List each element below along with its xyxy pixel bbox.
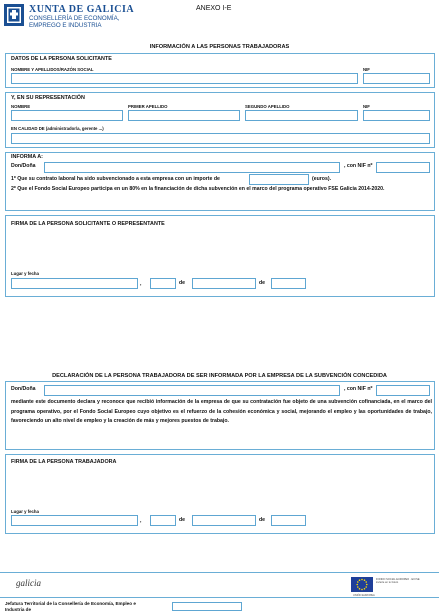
declaracion-con-nif-label: , con NIF nº xyxy=(344,386,373,392)
declaracion-don-field[interactable] xyxy=(44,385,340,396)
solicitante-nif-label: NIF xyxy=(363,67,370,72)
dia-field-2[interactable] xyxy=(150,515,176,526)
informa-don-label: Don/Doña xyxy=(11,163,36,169)
declaracion-don-label: Don/Doña xyxy=(11,386,36,392)
xunta-shield-icon xyxy=(4,4,24,26)
anio-field-2[interactable] xyxy=(271,515,306,526)
declaracion-section xyxy=(5,381,435,450)
solicitante-nif-field[interactable] xyxy=(363,73,430,84)
jefatura-field[interactable] xyxy=(172,602,242,611)
document-title: INFORMACIÓN A LAS PERSONAS TRABAJADORAS xyxy=(149,44,290,50)
representante-nif-field[interactable] xyxy=(363,110,430,121)
representacion-title: Y, EN SU REPRESENTACIÓN xyxy=(11,95,85,101)
nombre-field[interactable] xyxy=(11,110,123,121)
informa-euros-label: (euros). xyxy=(312,176,332,182)
informa-con-nif-label: , con NIF nº xyxy=(344,163,373,169)
solicitante-name-label: NOMBRE Y APELLIDOS/RAZÓN SOCIAL xyxy=(11,67,94,72)
xunta-logo-title: XUNTA DE GALICIA xyxy=(29,4,135,15)
footer-divider xyxy=(0,572,439,573)
eu-flag-icon xyxy=(351,577,373,592)
jefatura-line-1: Jefatura Territorial de la Consellería de Economía, Empleo e xyxy=(5,601,136,606)
de-label-2b: de xyxy=(259,517,266,523)
lugar-fecha-label-1: Lugar y fecha xyxy=(11,271,39,276)
segundo-apellido-field[interactable] xyxy=(245,110,358,121)
informa-nif-field[interactable] xyxy=(376,162,430,173)
lugar-comma-1: , xyxy=(140,281,142,287)
de-label-2a: de xyxy=(179,517,186,523)
dia-field-1[interactable] xyxy=(150,278,176,289)
fse-text: FONDO SOCIAL EUROPEO · El FSE invierte en tu futuro xyxy=(376,578,420,585)
footer-divider-2 xyxy=(0,597,439,598)
anio-field-1[interactable] xyxy=(271,278,306,289)
informa-section xyxy=(5,152,435,211)
solicitante-name-field[interactable] xyxy=(11,73,358,84)
calidad-label: EN CALIDAD DE (administrador/a, gerente ...) xyxy=(11,126,104,131)
primer-apellido-field[interactable] xyxy=(128,110,240,121)
anexo-label: ANEXO I-E xyxy=(196,5,232,12)
eu-label: UNIÓN EUROPEA xyxy=(353,594,375,597)
logo-sub-line-2: EMPREGO E INDUSTRIA xyxy=(29,22,102,29)
xunta-logo-subtitle xyxy=(29,15,119,29)
importe-field[interactable] xyxy=(249,174,309,185)
firma-solicitante-title: FIRMA DE LA PERSONA SOLICITANTE O REPRESENTANTE xyxy=(11,221,165,227)
segundo-apellido-label: SEGUNDO APELLIDO xyxy=(245,104,290,109)
de-label-1a: de xyxy=(179,280,186,286)
mes-field-2[interactable] xyxy=(192,515,256,526)
jefatura-line-2: Industria de xyxy=(5,606,32,612)
lugar-field-2[interactable] xyxy=(11,515,138,526)
solicitante-title: DATOS DE LA PERSONA SOLICITANTE xyxy=(11,56,112,62)
informa-don-field[interactable] xyxy=(44,162,340,173)
informa-title: INFORMA A: xyxy=(11,154,43,160)
lugar-comma-2: , xyxy=(140,518,142,524)
representante-nif-label: NIF xyxy=(363,104,370,109)
representacion-section xyxy=(5,92,435,148)
firma-trabajadora-section xyxy=(5,454,435,534)
nombre-label: NOMBRE xyxy=(11,104,31,109)
declaracion-title: DECLARACIÓN DE LA PERSONA TRABAJADORA DE SER INFORMADA POR LA EMPRESA DE LA SUBVENCIÓN CONCEDIDA xyxy=(52,373,387,379)
firma-solicitante-section xyxy=(5,215,435,297)
declaracion-nif-field[interactable] xyxy=(376,385,430,396)
solicitante-section xyxy=(5,53,435,88)
calidad-field[interactable] xyxy=(11,133,430,144)
logo-sub-line-1: CONSELLERÍA DE ECONOMÍA, xyxy=(29,15,120,22)
informa-line-2: 2º Que el Fondo Social Europeo participa en un 80% en la financiación de dicha subvención en el marco del programa operativo FSE Galicia 2014-2020. xyxy=(11,186,385,192)
lugar-fecha-label-2: Lugar y fecha xyxy=(11,509,39,514)
galicia-logo: galicia xyxy=(16,578,41,588)
mes-field-1[interactable] xyxy=(192,278,256,289)
primer-apellido-label: PRIMER APELLIDO xyxy=(128,104,168,109)
de-label-1b: de xyxy=(259,280,266,286)
declaracion-body: mediante este documento declara y reconoce que recibió información de la empresa de que su contratación fue objeto de una subvención cofinanciada, en el marco del programa operativo, por el Fondo Social Europeo cuyo objetivo es el refuerzo de la cohesión económica y social, mejorando el empleo y las oportunidades de trabajo, favoreciendo un alto nivel de empleo y la creación de más y mejores puestos de trabajo. xyxy=(11,399,432,425)
firma-trabajadora-title: FIRMA DE LA PERSONA TRABAJADORA xyxy=(11,459,117,465)
lugar-field-1[interactable] xyxy=(11,278,138,289)
jefatura-label xyxy=(5,601,136,612)
informa-line-1: 1º Que su contrato laboral ha sido subvencionado a esta empresa con un importe de xyxy=(11,176,220,182)
